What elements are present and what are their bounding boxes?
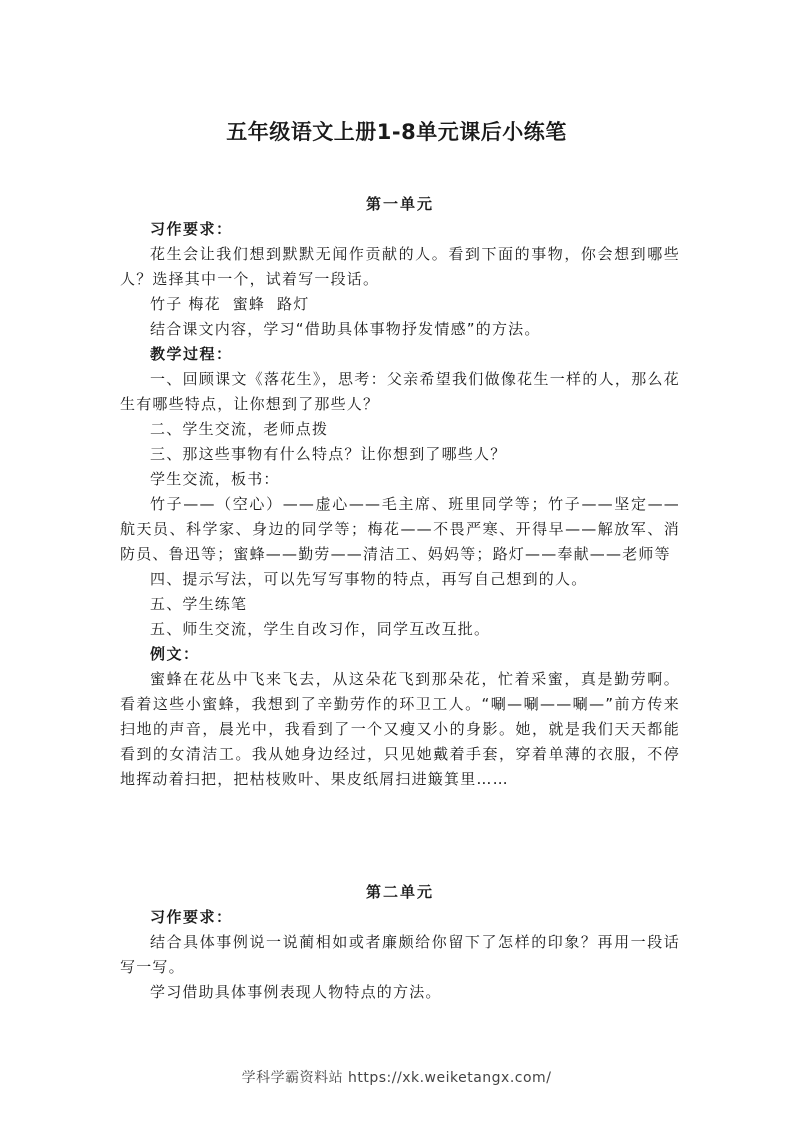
requirement-label: 习作要求： [150, 220, 233, 238]
document-title: 五年级语文上册1-8单元课后小练笔 [226, 120, 567, 144]
requirement-label: 习作要求： [150, 908, 233, 926]
process-paragraph: 二、学生交流，老师点拨 [150, 420, 329, 438]
unit-heading: 第二单元 [365, 883, 434, 901]
requirement-paragraph: 花生会让我们想到默默无闻作贡献的人。看到下面的事物，你会想到哪些人？选择其中一个，试着写一段话。 [120, 245, 680, 288]
process-paragraph: 五、师生交流，学生自改习作，同学互改互批。 [150, 620, 491, 638]
requirement-paragraph: 竹子 梅花 蜜蜂 路灯 [150, 295, 310, 313]
process-label: 教学过程： [150, 345, 233, 363]
requirement-paragraph: 学习借助具体事例表现人物特点的方法。 [150, 983, 442, 1001]
process-paragraph: 学生交流，板书： [150, 470, 280, 488]
example-paragraph: 蜜蜂在花丛中飞来飞去，从这朵花飞到那朵花，忙着采蜜，真是勤劳啊。看着这些小蜜蜂，我想到了辛勤劳作的环卫工人。“唰—唰——唰—”前方传来扫地的声音，晨光中，我看到了一个又瘦又小的身影。她，就是我们天天都能看到的女清洁工。我从她身边经过，只见她戴着手套，穿着单薄的衣服，不停地挥动着扫把，把枯枝败叶、果皮纸屑扫进簸箕里…… [120, 670, 680, 788]
example-label: 例文： [150, 645, 200, 663]
process-paragraph: 五、学生练笔 [150, 595, 248, 613]
requirement-paragraph: 结合课文内容，学习“借助具体事物抒发情感”的方法。 [150, 320, 541, 338]
unit-section-1 [120, 192, 680, 792]
unit-section-2 [120, 880, 680, 1005]
process-paragraph: 四、提示写法，可以先写写事物的特点，再写自己想到的人。 [150, 570, 588, 588]
unit-heading: 第一单元 [365, 195, 434, 213]
process-paragraph: 三、那这些事物有什么特点？让你想到了哪些人？ [150, 445, 507, 463]
footer-watermark: 学科学霸资料站 https://xk.weiketangx.com/ [241, 1070, 552, 1086]
process-paragraph: 一、回顾课文《落花生》，思考：父亲希望我们做像花生一样的人，那么花生有哪些特点，让你想到了那些人？ [120, 370, 680, 413]
blackboard-notes: 竹子——（空心）——虚心——毛主席、班里同学等；竹子——坚定——航天员、科学家、身边的同学等；梅花——不畏严寒、开得早——解放军、消防员、鲁迅等；蜜蜂——勤劳——清洁工、妈妈等；路灯——奉献——老师等 [120, 495, 680, 563]
requirement-paragraph: 结合具体事例说一说蔺相如或者廉颇给你留下了怎样的印象？再用一段话写一写。 [120, 933, 680, 976]
